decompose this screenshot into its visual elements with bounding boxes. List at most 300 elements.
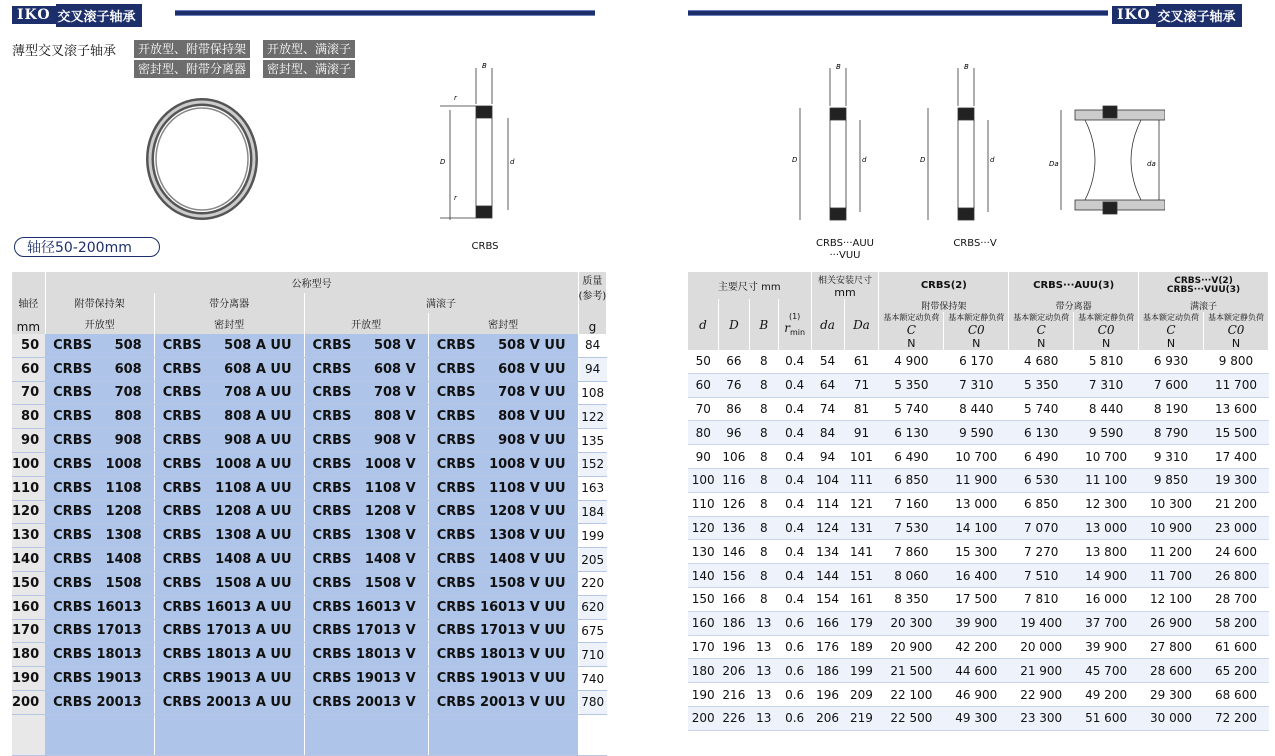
model-cell (428, 381, 578, 405)
header-rule-right (688, 10, 1108, 16)
r-note: (1) (788, 312, 801, 322)
spec-cell-c3: 7 510 (1009, 564, 1074, 588)
model-suffix: 708 V (373, 385, 416, 401)
spec-cell-c2: 7 310 (944, 373, 1009, 397)
spec-cell-c4: 16 000 (1074, 587, 1139, 611)
spec-cell-c4: 9 590 (1074, 421, 1139, 445)
model-suffix: 808 (114, 409, 142, 425)
model-suffix: 908 V (373, 433, 416, 449)
model-suffix (566, 600, 578, 615)
spec-cell-c6: 65 200 (1203, 659, 1268, 683)
col-d: d (688, 299, 718, 350)
spec-cell-Da: 141 (844, 540, 879, 564)
model-table (12, 272, 607, 756)
model-cell (428, 452, 578, 476)
spec-cell-Da: 91 (844, 421, 879, 445)
model-prefix: CRBS (162, 409, 202, 425)
model-prefix: CRBS (53, 480, 92, 496)
spec-row (688, 683, 1269, 707)
model-cell (154, 334, 304, 357)
model-cell (154, 548, 304, 572)
spec-cell-c4: 7 310 (1074, 373, 1139, 397)
diagram-mounting (1045, 92, 1165, 228)
model-prefix: CRBS (162, 480, 202, 496)
spec-cell-d: 140 (688, 564, 718, 588)
model-suffix: 1308 (105, 528, 142, 544)
model-suffix: 1408 V UU (489, 552, 566, 568)
model-prefix: CRBS (162, 575, 202, 591)
spec-cell-c2: 10 700 (944, 445, 1009, 469)
spec-cell-c5: 30 000 (1139, 706, 1204, 730)
model-prefix: CRBS (436, 409, 476, 425)
spec-cell-c2: 17 500 (944, 587, 1009, 611)
label-b-v: B (964, 63, 969, 71)
model-prefix: CRBS (312, 575, 352, 591)
model-prefix: CRBS 19013 A UU (162, 671, 292, 687)
label-b: B (482, 62, 487, 70)
model-prefix: CRBS (436, 361, 476, 377)
label-b-auu: B (836, 63, 841, 71)
load-symbol: C (906, 323, 916, 337)
spec-row (688, 468, 1269, 492)
v-header (1139, 272, 1269, 299)
model-cell (428, 595, 578, 619)
spec-cell-c4: 5 810 (1074, 350, 1139, 373)
model-prefix: CRBS (436, 456, 476, 472)
spec-cell-d: 70 (688, 397, 718, 421)
model-cell (45, 452, 154, 476)
model-suffix (292, 623, 304, 638)
model-row (12, 357, 607, 381)
label-D-auu: D (792, 156, 798, 164)
model-cell (304, 429, 428, 453)
model-row (12, 429, 607, 453)
load-unit: N (972, 337, 981, 350)
spec-cell-D: 76 (718, 373, 749, 397)
shaft-cell: 80 (12, 405, 45, 429)
label-D-v: D (920, 156, 926, 164)
mass-label: 质量 (582, 276, 603, 287)
model-prefix: CRBS 17013 V (312, 623, 416, 639)
spec-cell-r: 0.4 (778, 373, 811, 397)
model-prefix: CRBS 17013 (53, 623, 142, 639)
spec-cell-D: 146 (718, 540, 749, 564)
model-prefix: CRBS (53, 456, 92, 472)
load-col-1-0 (1009, 312, 1074, 350)
label-d-v: d (990, 156, 995, 164)
model-row (12, 405, 607, 429)
r-symbol: r (784, 321, 790, 336)
model-cell (304, 381, 428, 405)
spec-cell-r: 0.6 (778, 611, 811, 635)
spec-cell-c6: 68 600 (1203, 683, 1268, 707)
col-r (778, 299, 811, 350)
v2-label: CRBS···VUU(3) (1166, 284, 1241, 295)
model-prefix: CRBS 19013 V (312, 671, 416, 687)
spec-cell-da: 124 (811, 516, 844, 540)
model-cell (154, 357, 304, 381)
tag-open-full: 开放型、满滚子 (263, 40, 355, 58)
col2-header: 带分离器 (154, 293, 304, 314)
model-cell (304, 357, 428, 381)
spec-cell-c5: 8 190 (1139, 397, 1204, 421)
model-cell (154, 452, 304, 476)
model-suffix (416, 600, 428, 615)
spec-cell-c5: 7 600 (1139, 373, 1204, 397)
load-col-2-0 (1139, 312, 1204, 350)
model-suffix (292, 695, 304, 710)
spec-cell-c1: 5 350 (879, 373, 944, 397)
model-prefix: CRBS (312, 528, 352, 544)
model-suffix: 808 A UU (224, 409, 292, 425)
model-cell (428, 357, 578, 381)
spec-row (688, 397, 1269, 421)
model-suffix (142, 623, 154, 638)
shaft-cell: 100 (12, 452, 45, 476)
load-symbol: C (1166, 323, 1176, 337)
model-suffix: 708 A UU (224, 385, 292, 401)
crbs-header: CRBS(2) (879, 272, 1009, 299)
spec-cell-c3: 7 070 (1009, 516, 1074, 540)
spec-cell-Da: 179 (844, 611, 879, 635)
model-prefix: CRBS (436, 480, 476, 496)
model-suffix (566, 695, 578, 710)
logo-right (1112, 5, 1242, 25)
spec-cell-Da: 189 (844, 635, 879, 659)
mass-cell: 620 (578, 595, 607, 619)
spec-cell-c3: 20 000 (1009, 635, 1074, 659)
spec-cell-c1: 21 500 (879, 659, 944, 683)
model-cell (154, 667, 304, 691)
model-prefix: CRBS (162, 528, 202, 544)
spec-cell-c6: 17 400 (1203, 445, 1268, 469)
model-suffix: 608 V (373, 361, 416, 377)
spec-cell-c2: 46 900 (944, 683, 1009, 707)
model-cell (428, 571, 578, 595)
spec-cell-d: 190 (688, 683, 718, 707)
spec-row (688, 706, 1269, 730)
spec-cell-d: 110 (688, 492, 718, 516)
spec-cell-B: 13 (749, 611, 778, 635)
tag-open-cage: 开放型、附带保持架 (134, 40, 250, 58)
spec-cell-Da: 101 (844, 445, 879, 469)
spec-cell-c5: 28 600 (1139, 659, 1204, 683)
model-prefix: CRBS (162, 361, 202, 377)
spec-cell-B: 8 (749, 350, 778, 373)
spec-cell-D: 66 (718, 350, 749, 373)
spec-cell-c2: 8 440 (944, 397, 1009, 421)
model-cell (154, 595, 304, 619)
spec-cell-c4: 8 440 (1074, 397, 1139, 421)
model-suffix: 1408 (105, 552, 142, 568)
model-suffix: 708 V UU (498, 385, 566, 401)
model-suffix: 1008 A UU (215, 456, 292, 472)
spec-cell-da: 186 (811, 659, 844, 683)
spec-cell-c2: 6 170 (944, 350, 1009, 373)
model-suffix (566, 623, 578, 638)
spec-row (688, 445, 1269, 469)
spec-cell-B: 8 (749, 540, 778, 564)
spec-cell-c1: 5 740 (879, 397, 944, 421)
spec-cell-c5: 9 850 (1139, 468, 1204, 492)
spec-cell-d: 60 (688, 373, 718, 397)
spec-cell-D: 136 (718, 516, 749, 540)
spec-cell-Da: 81 (844, 397, 879, 421)
spec-cell-da: 176 (811, 635, 844, 659)
shaft-cell: 160 (12, 595, 45, 619)
spec-cell-Da: 131 (844, 516, 879, 540)
model-suffix: 508 (114, 337, 142, 353)
spec-cell-c3: 6 130 (1009, 421, 1074, 445)
spec-cell-da: 206 (811, 706, 844, 730)
model-prefix: CRBS (312, 385, 352, 401)
spec-cell-d: 50 (688, 350, 718, 373)
col-Da: Da (844, 299, 879, 350)
spec-cell-da: 144 (811, 564, 844, 588)
spec-cell-c6: 72 200 (1203, 706, 1268, 730)
header-title-right: 交叉滚子轴承 (1156, 4, 1242, 27)
model-prefix: CRBS (53, 575, 92, 591)
spec-cell-Da: 121 (844, 492, 879, 516)
model-prefix: CRBS (162, 504, 202, 520)
shaft-cell: 110 (12, 476, 45, 500)
spec-cell-c6: 19 300 (1203, 468, 1268, 492)
spec-cell-D: 126 (718, 492, 749, 516)
spec-cell-c1: 22 100 (879, 683, 944, 707)
label-da: da (1147, 160, 1156, 168)
model-row (12, 334, 607, 357)
model-prefix: CRBS (53, 552, 92, 568)
col-shaft (12, 272, 45, 334)
spec-cell-c2: 44 600 (944, 659, 1009, 683)
load-label: 基本额定静负荷 (948, 313, 1005, 322)
model-row (12, 381, 607, 405)
model-cell (154, 405, 304, 429)
model-suffix (292, 600, 304, 615)
model-prefix: CRBS 16013 A UU (162, 599, 292, 615)
spec-cell-D: 206 (718, 659, 749, 683)
model-prefix: CRBS (312, 337, 352, 353)
load-col-2-1 (1203, 312, 1268, 350)
model-prefix: CRBS (53, 409, 92, 425)
mass-cell: 152 (578, 452, 607, 476)
spec-cell-B: 8 (749, 492, 778, 516)
model-suffix: 1308 V (364, 528, 416, 544)
spec-cell-c1: 7 160 (879, 492, 944, 516)
model-prefix: CRBS 18013 (53, 647, 142, 663)
caption-vuu: ···VUU (829, 250, 861, 261)
bearing-photo (142, 96, 262, 222)
col1-sub: 开放型 (45, 313, 154, 334)
spec-cell-c3: 6 490 (1009, 445, 1074, 469)
shaft-range-badge: 轴径50-200mm (14, 237, 160, 257)
model-row (12, 571, 607, 595)
spec-cell-c5: 26 900 (1139, 611, 1204, 635)
spec-cell-D: 226 (718, 706, 749, 730)
shaft-cell: 180 (12, 643, 45, 667)
model-suffix: 1508 V UU (489, 575, 566, 591)
spec-cell-c4: 11 100 (1074, 468, 1139, 492)
spec-cell-r: 0.4 (778, 540, 811, 564)
spec-cell-c6: 9 800 (1203, 350, 1268, 373)
model-cell (154, 619, 304, 643)
model-row (12, 667, 607, 691)
caption-auu: CRBS···AUU (816, 238, 874, 249)
model-prefix: CRBS 16013 (53, 599, 142, 615)
spec-row (688, 564, 1269, 588)
logo-left (12, 5, 142, 25)
model-row (12, 500, 607, 524)
mass-cell: 94 (578, 357, 607, 381)
model-prefix: CRBS (53, 528, 92, 544)
model-prefix: CRBS (436, 528, 476, 544)
model-suffix: 1108 V UU (489, 480, 566, 496)
shaft-label: 轴径 (18, 299, 39, 310)
spec-cell-r: 0.6 (778, 706, 811, 730)
spec-cell-c5: 8 790 (1139, 421, 1204, 445)
spec-cell-B: 13 (749, 635, 778, 659)
model-prefix: CRBS (312, 552, 352, 568)
mount-label: 相关安装尺寸 (817, 275, 872, 286)
model-prefix: CRBS 20013 V (312, 694, 416, 710)
spec-cell-c6: 58 200 (1203, 611, 1268, 635)
spec-cell-c5: 11 200 (1139, 540, 1204, 564)
model-suffix (142, 695, 154, 710)
model-cell (45, 524, 154, 548)
spec-cell-Da: 199 (844, 659, 879, 683)
spec-cell-d: 130 (688, 540, 718, 564)
model-suffix: 1108 (105, 480, 142, 496)
model-suffix: 1508 A UU (215, 575, 292, 591)
model-suffix (416, 623, 428, 638)
mass-cell: 184 (578, 500, 607, 524)
spec-cell-D: 106 (718, 445, 749, 469)
model-cell (154, 524, 304, 548)
model-suffix (566, 671, 578, 686)
model-row (12, 690, 607, 714)
spec-cell-B: 8 (749, 468, 778, 492)
mount-unit: mm (834, 285, 856, 299)
model-suffix: 908 (114, 433, 142, 449)
spec-cell-r: 0.6 (778, 659, 811, 683)
model-cell (154, 643, 304, 667)
spec-cell-c5: 6 930 (1139, 350, 1204, 373)
spec-cell-c5: 12 100 (1139, 587, 1204, 611)
spec-cell-c5: 27 800 (1139, 635, 1204, 659)
spec-cell-c2: 15 300 (944, 540, 1009, 564)
model-cell (304, 476, 428, 500)
spec-cell-da: 54 (811, 350, 844, 373)
spec-row (688, 421, 1269, 445)
model-prefix: CRBS (162, 552, 202, 568)
model-suffix: 1408 A UU (215, 552, 292, 568)
iko-logo: IKO (12, 6, 56, 24)
spec-cell-c1: 6 130 (879, 421, 944, 445)
spec-cell-B: 13 (749, 659, 778, 683)
spec-cell-da: 166 (811, 611, 844, 635)
load-unit: N (1166, 337, 1176, 350)
spec-cell-da: 84 (811, 421, 844, 445)
spec-cell-r: 0.4 (778, 492, 811, 516)
col-da: da (811, 299, 844, 350)
spec-row (688, 587, 1269, 611)
spec-cell-c4: 13 000 (1074, 516, 1139, 540)
spec-cell-B: 8 (749, 587, 778, 611)
model-prefix: CRBS (53, 361, 92, 377)
model-prefix: CRBS (312, 456, 352, 472)
model-suffix: 1208 V (364, 504, 416, 520)
model-suffix: 1508 (105, 575, 142, 591)
spec-row (688, 611, 1269, 635)
v1-label: CRBS···V(2) (1174, 275, 1233, 286)
spec-cell-c4: 49 200 (1074, 683, 1139, 707)
load-col-0-0 (879, 312, 944, 350)
model-suffix: 808 V UU (498, 409, 566, 425)
spec-cell-c3: 4 680 (1009, 350, 1074, 373)
model-cell (45, 405, 154, 429)
spec-row (688, 516, 1269, 540)
spec-cell-D: 166 (718, 587, 749, 611)
spec-cell-c1: 20 900 (879, 635, 944, 659)
model-suffix: 1008 V UU (489, 456, 566, 472)
sep-header: 带分离器 (1009, 299, 1139, 312)
spec-cell-da: 94 (811, 445, 844, 469)
spec-cell-c6: 23 000 (1203, 516, 1268, 540)
caption-v: CRBS···V (953, 238, 997, 249)
spec-row (688, 635, 1269, 659)
model-suffix: 808 V (373, 409, 416, 425)
model-prefix: CRBS 20013 (53, 694, 142, 710)
model-prefix: CRBS (162, 433, 202, 449)
spec-cell-Da: 71 (844, 373, 879, 397)
model-cell (304, 619, 428, 643)
model-cell (428, 524, 578, 548)
model-prefix: CRBS 16013 V UU (436, 599, 566, 615)
model-cell (45, 500, 154, 524)
spec-row (688, 492, 1269, 516)
mass-cell: 740 (578, 667, 607, 691)
spec-cell-c4: 12 300 (1074, 492, 1139, 516)
mass-cell: 135 (578, 429, 607, 453)
mass-cell: 675 (578, 619, 607, 643)
col-mass (578, 272, 607, 334)
rmin: min (789, 327, 806, 337)
model-suffix: 508 V UU (498, 337, 566, 353)
model-prefix: CRBS (53, 433, 92, 449)
load-unit: N (907, 337, 916, 350)
model-suffix: 708 (114, 385, 142, 401)
model-suffix: 1008 V (364, 456, 416, 472)
spec-cell-da: 74 (811, 397, 844, 421)
model-suffix: 1308 V UU (489, 528, 566, 544)
model-suffix: 508 A UU (224, 337, 292, 353)
shaft-cell: 90 (12, 429, 45, 453)
diagram-auu (790, 62, 870, 224)
spec-cell-da: 196 (811, 683, 844, 707)
mount-header (811, 272, 879, 299)
model-cell (154, 476, 304, 500)
model-cell (45, 334, 154, 357)
group-header: 公称型号 (45, 272, 578, 293)
model-cell (428, 476, 578, 500)
model-cell (154, 690, 304, 714)
shaft-cell: 140 (12, 548, 45, 572)
col1-header: 附带保持架 (45, 293, 154, 314)
col-B: B (749, 299, 778, 350)
mass-cell: 122 (578, 405, 607, 429)
page-subtitle: 薄型交叉滚子轴承 (12, 44, 117, 59)
shaft-cell: 50 (12, 334, 45, 357)
